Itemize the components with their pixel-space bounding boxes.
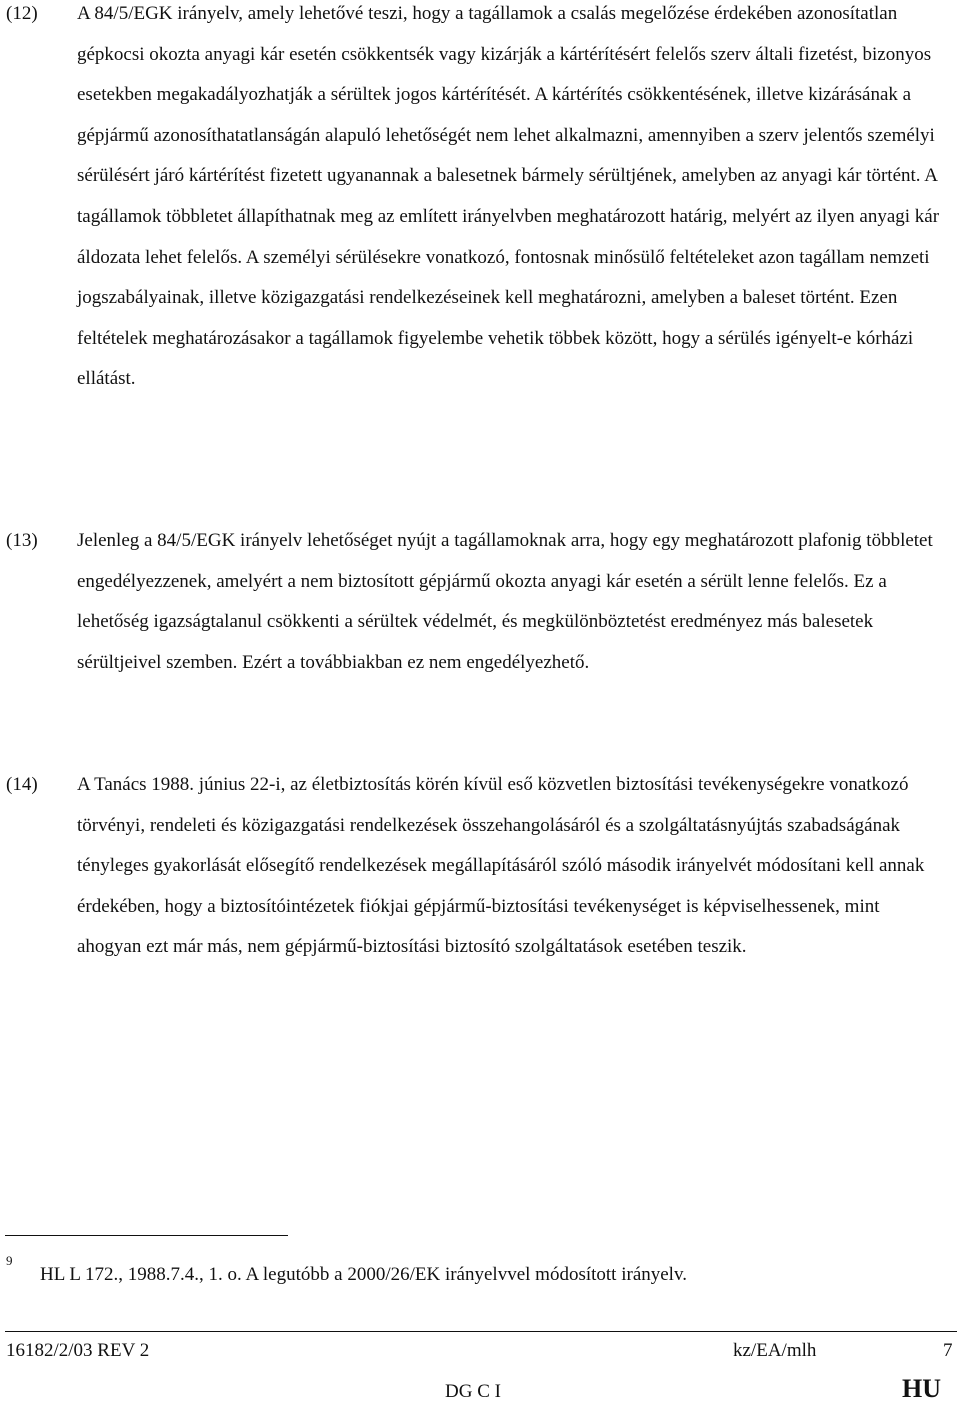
paragraph-number: (14) [6, 774, 38, 795]
footnote-mark: 9 [6, 1253, 13, 1268]
footer-document-ref: 16182/2/03 REV 2 [6, 1340, 150, 1361]
footer-page-number: 7 [943, 1340, 953, 1361]
paragraph-number: (12) [6, 3, 38, 24]
footer-initials: kz/EA/mlh [733, 1340, 817, 1361]
paragraph-text: Jelenleg a 84/5/EGK irányelv lehetőséget nyújt a tagállamoknak arra, hogy egy meghatározott plafonig többletet engedélyezzenek, amelyért a nem biztosított gépjármű okozta anyagi kár esetén a sérült lenne felelős. Ez a lehetőség igazságtalanul csökkenti a sérültek védelmét, és megkülönböztetést eredményez más balesetek sérültjeivel szemben. Ezért a továbbiakban ez nem engedélyezhető. [77, 530, 933, 673]
footer-language: HU [902, 1374, 941, 1403]
footnote-text: HL L 172., 1988.7.4., 1. o. A legutóbb a 2000/26/EK irányelvvel módosított irányelv. [40, 1264, 687, 1285]
paragraph-number: (13) [6, 530, 38, 551]
footer-divider [5, 1331, 957, 1332]
footnote-divider [5, 1235, 288, 1236]
paragraph-text: A 84/5/EGK irányelv, amely lehetővé teszi, hogy a tagállamok a csalás megelőzése érdekében azonosítatlan gépkocsi okozta anyagi kár esetén csökkentsék vagy kizárják a kártérítésért felelős szerv általi fizetést, bizonyos esetekben megakadályozhatják a sérültek jogos kártérítését. A kártérítés csökkentésének, illetve kizárásának a gépjármű azonosíthatatlanságán alapuló lehetőségét nem lehet alkalmazni, amennyiben a szerv jelentős személyi sérülésért járó kártérítést fizetett ugyanannak a balesetnek bármely sérültjének, amelyben az anyagi kár történt. A tagállamok többletet állapíthatnak meg az említett irányelvben meghatározott határig, melyért az ilyen anyagi kár áldozata lehet felelős. A személyi sérülésekre vonatkozó, fontosnak minősülő feltételeket azon tagállam nemzeti jogszabályainak, illetve közigazgatási rendelkezéseinek kell meghatározni, amelyben a baleset történt. Ezen feltételek meghatározásakor a tagállamok figyelembe vehetik többek között, hogy a sérülés igényelt-e kórházi ellátást. [77, 3, 940, 390]
paragraph-text: A Tanács 1988. június 22-i, az életbiztosítás körén kívül eső közvetlen biztosítási tevékenységekre vonatkozó törvényi, rendeleti és közigazgatási rendelkezések összehangolásáról és a szolgáltatásnyújtás szabadságának tényleges gyakorlását elősegítő rendelkezések megállapításáról szóló második irányelvét módosítani kell annak érdekében, hogy a biztosítóintézetek fiókjai gépjármű-biztosítási tevékenységet is képviselhessenek, mint ahogyan ezt már más, nem gépjármű-biztosítási biztosító szolgáltatások esetében teszik. [77, 774, 925, 958]
footer-directorate: DG C I [445, 1381, 501, 1402]
